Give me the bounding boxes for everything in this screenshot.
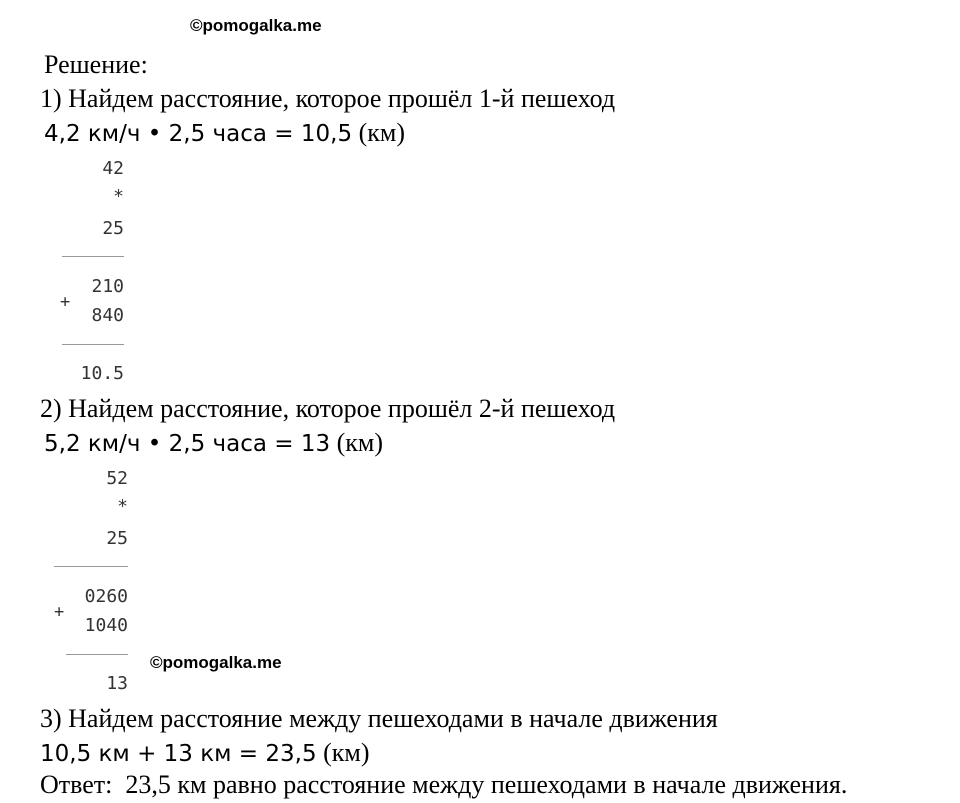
step2-calc-b: 25 (106, 528, 128, 549)
solution-heading: Решение: (44, 50, 148, 79)
step1-expression-main: 4,2 км/ч • 2,5 часа = 10,5 (44, 121, 353, 147)
step2-rule-1 (54, 566, 128, 567)
step2-calc-plus: + (54, 602, 65, 622)
step2-title: 2) Найдем расстояние, которое прошёл 2-й пешеход (40, 394, 616, 423)
watermark-top: ©pomogalka.me (190, 16, 322, 35)
step2-calc-result: 13 (106, 673, 128, 694)
step1-calc-p1: 210 (91, 276, 124, 297)
step1-rule-1 (62, 256, 124, 257)
step1-expression (44, 118, 405, 148)
answer-label: Ответ: (40, 770, 113, 799)
step1-calc-p2: 840 (91, 305, 124, 326)
answer-text: 23,5 км равно расстояние между пешеходами в начале движения. (112, 770, 848, 799)
step2-rule-2 (66, 654, 128, 655)
step1-rule-2 (62, 344, 124, 345)
watermark-mid: ©pomogalka.me (150, 653, 282, 672)
step2-calc-op: * (117, 496, 128, 517)
step2-calc-p1: 0260 (84, 586, 128, 607)
step3-expression (40, 738, 370, 768)
step3-expression-unit: (км) (316, 738, 370, 767)
step3-expression-main: 10,5 км + 13 км = 23,5 (40, 741, 317, 767)
step1-calc-result: 10.5 (80, 363, 124, 384)
step2-calc-a: 52 (106, 468, 128, 489)
step1-title: 1) Найдем расстояние, которое прошёл 1-й пешеход (40, 84, 616, 113)
step1-calc-b: 25 (102, 218, 124, 239)
step1-expression-unit: (км) (352, 118, 405, 147)
step1-calc-plus: + (60, 292, 71, 312)
step2-calc-p2: 1040 (84, 615, 128, 636)
step2-expression-unit: (км) (330, 428, 384, 457)
step3-title: 3) Найдем расстояние между пешеходами в начале движения (40, 704, 718, 733)
answer-line (40, 770, 847, 800)
step1-calc-op: * (113, 186, 124, 207)
step1-calc-a: 42 (102, 158, 124, 179)
step2-expression-main: 5,2 км/ч • 2,5 часа = 13 (44, 431, 331, 457)
step2-expression (44, 428, 383, 458)
